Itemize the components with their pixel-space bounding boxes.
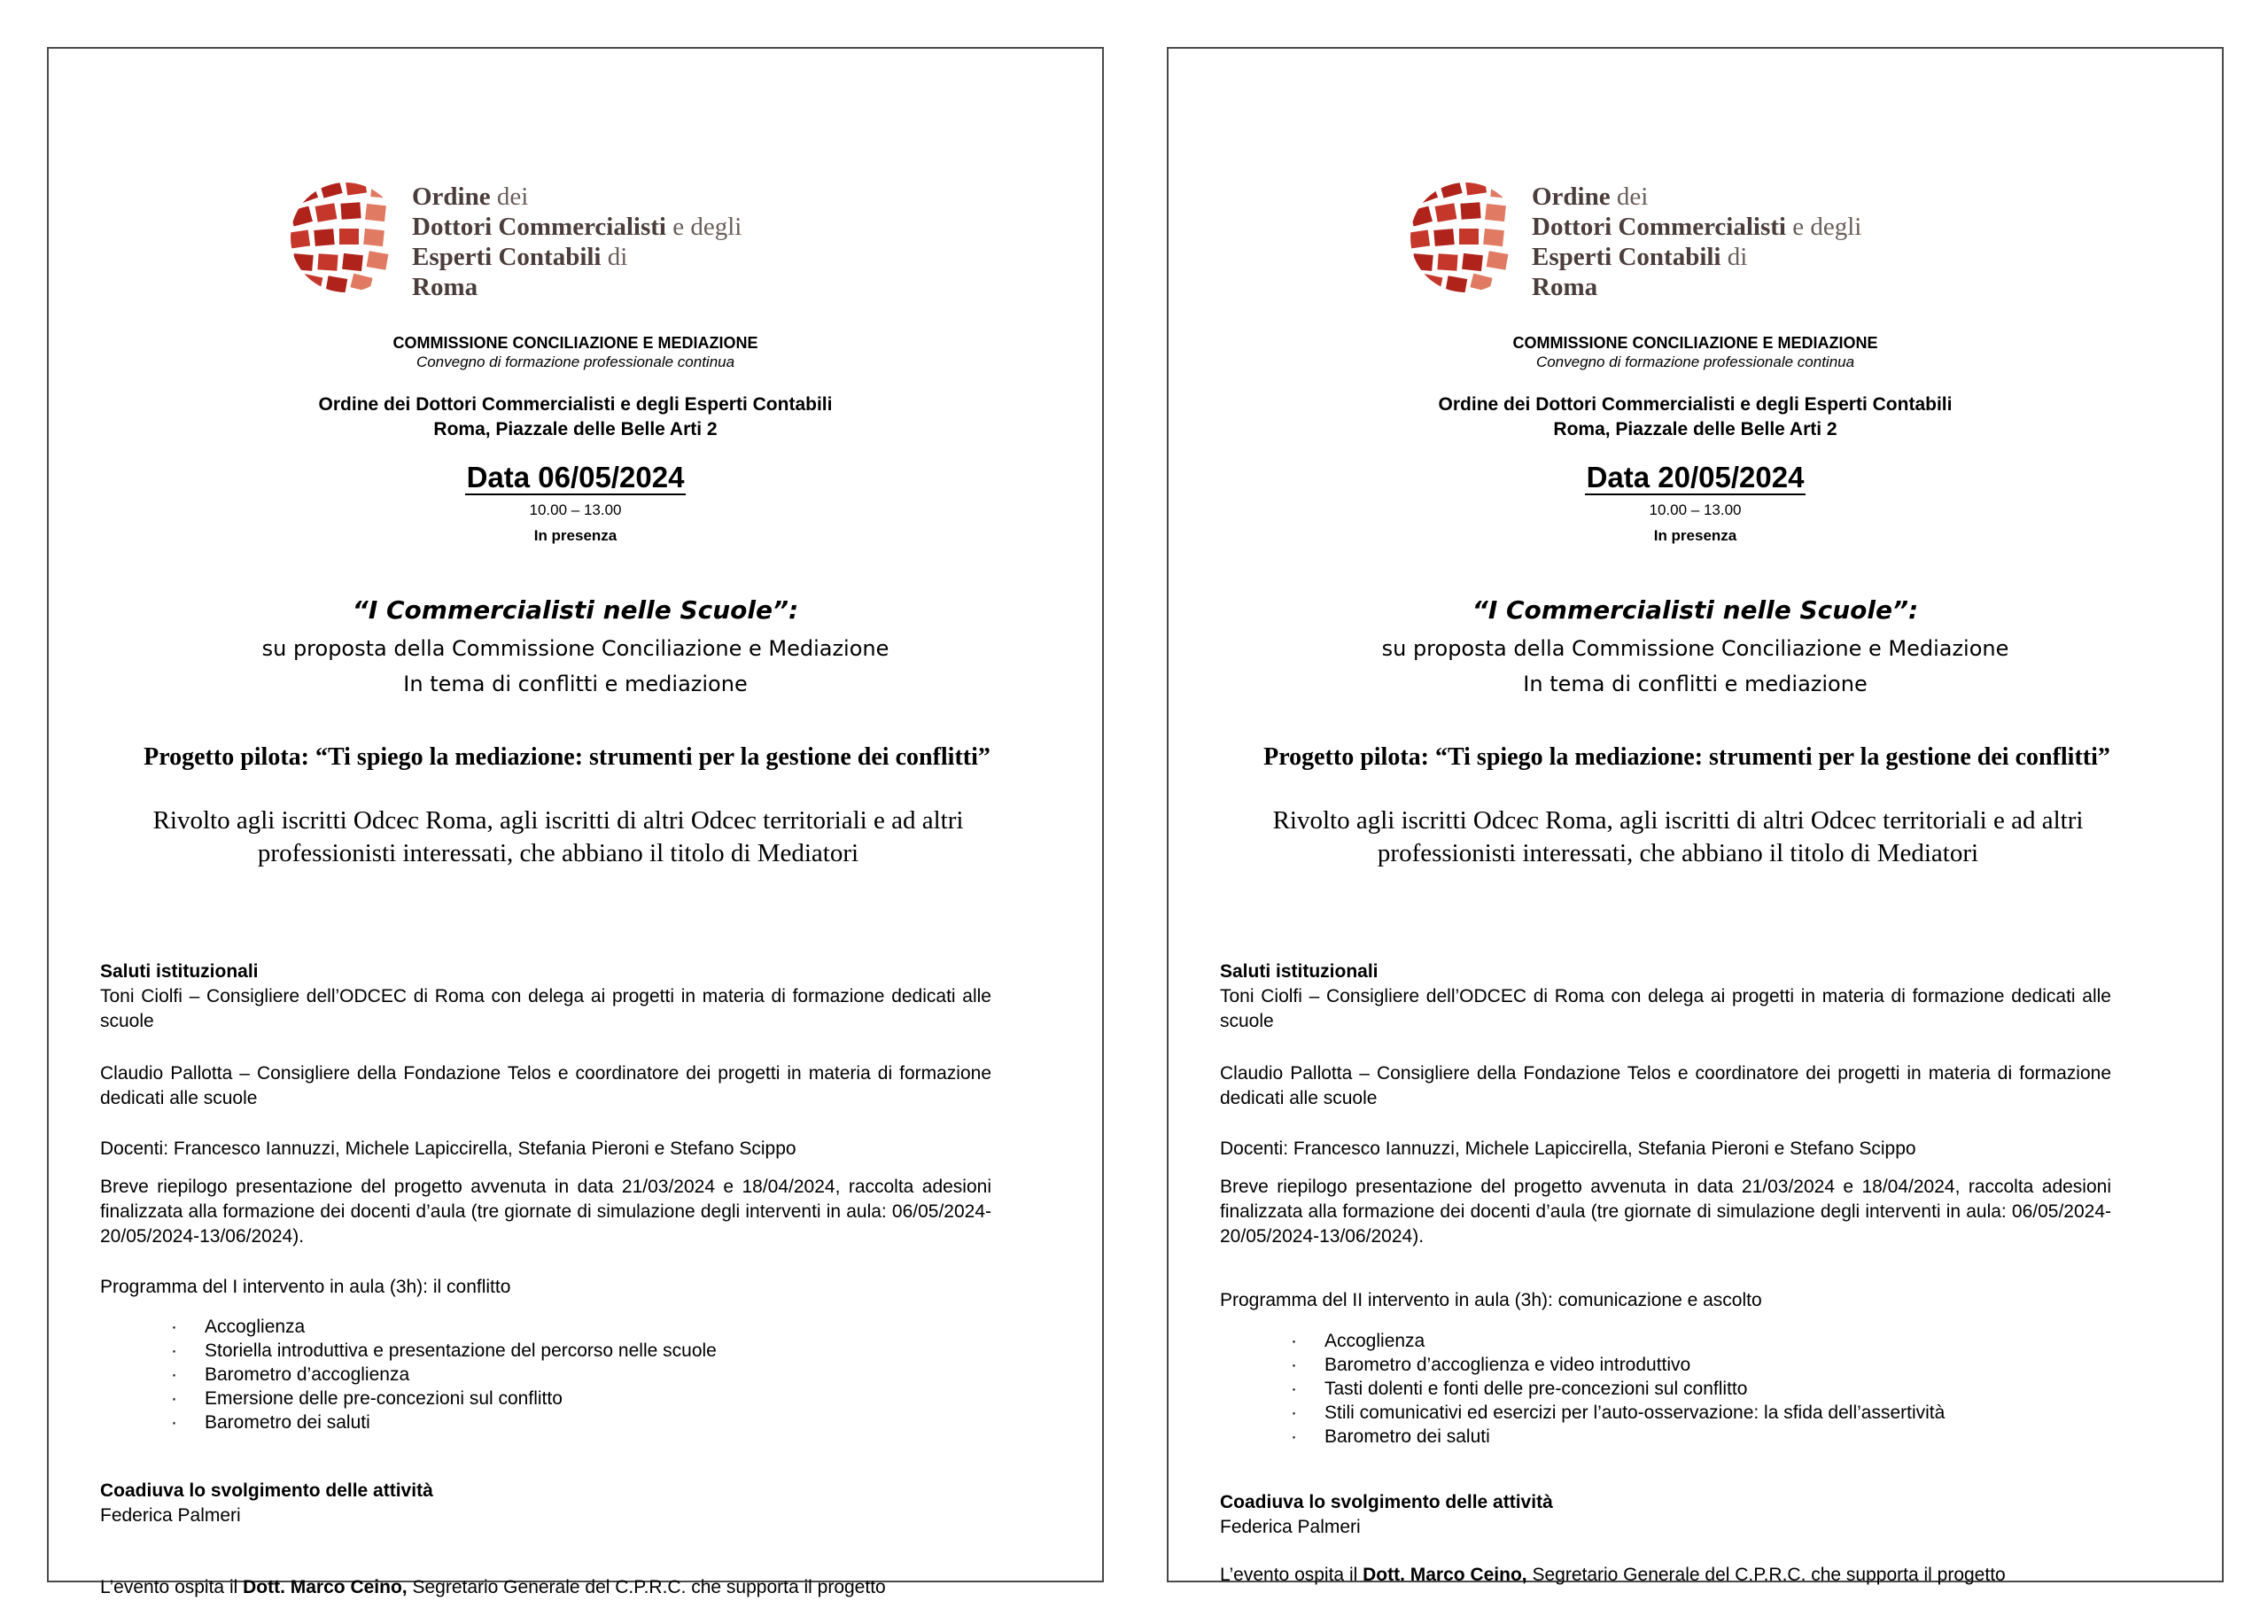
list-item: · Stili comunicativi ed esercizi per l’auto-osservazione: la sfida dell’assertività [1220, 1401, 2111, 1425]
commission-heading: COMMISSIONE CONCILIAZIONE E MEDIAZIONE [1512, 334, 1878, 352]
event-mode: In presenza [1653, 527, 1737, 544]
event-title: “I Commercialisti nelle Scuole”: [1472, 595, 1919, 625]
saluti-speaker-2: Claudio Pallotta – Consigliere della Fondazione Telos e coordinatore dei progetti in materia di formazione dedicati alle scuole [100, 1063, 991, 1108]
list-item: · Barometro d’accoglienza [100, 1363, 991, 1387]
event-subtitle-1: su proposta della Commissione Conciliazione e Mediazione [1381, 636, 2009, 661]
pilot-project-title: Progetto pilota: “Ti spiego la mediazione: strumenti per la gestione dei conflitti” [144, 743, 990, 771]
programma-list [1220, 1329, 2111, 1449]
document-page-2 [1167, 47, 2224, 1585]
commission-heading: COMMISSIONE CONCILIAZIONE E MEDIAZIONE [392, 334, 758, 352]
event-subtitle-2: In tema di conflitti e mediazione [1523, 672, 1868, 696]
saluti-speaker-1: Toni Ciolfi – Consigliere dell’ODCEC di Roma con delega ai progetti in materia di formazione dedicati alle scuole [100, 986, 991, 1031]
organization-name: Ordine dei Dottori Commercialisti e degli Esperti Contabili [318, 394, 833, 415]
organization-name: Ordine dei Dottori Commercialisti e degli Esperti Contabili [1438, 394, 1953, 415]
event-subtitle-1: su proposta della Commissione Conciliazione e Mediazione [261, 636, 889, 661]
list-item: · Barometro d’accoglienza e video introduttivo [1220, 1353, 2111, 1377]
organization-address: Roma, Piazzale delle Belle Arti 2 [433, 419, 718, 439]
globe-logo-icon [1408, 180, 1523, 295]
list-item: · Accoglienza [100, 1315, 991, 1339]
saluti-speaker-2: Claudio Pallotta – Consigliere della Fondazione Telos e coordinatore dei progetti in materia di formazione dedicati alle scuole [1220, 1063, 2111, 1108]
globe-logo-icon [288, 180, 403, 295]
evento-paragraph: L’evento ospita il Dott. Marco Ceino, Segretario Generale del C.P.R.C. che supporta il progetto [1220, 1565, 2006, 1585]
docenti-line: Docenti: Francesco Iannuzzi, Michele Lapiccirella, Stefania Pieroni e Stefano Scippo [100, 1138, 796, 1159]
coadiuva-heading: Coadiuva lo svolgimento delle attività [1220, 1492, 1553, 1512]
event-date: Data 20/05/2024 [1586, 461, 1805, 493]
programma-list [100, 1315, 991, 1434]
list-item: · Storiella introduttiva e presentazione del percorso nelle scuole [100, 1339, 991, 1363]
list-item: · Barometro dei saluti [1220, 1425, 2111, 1449]
programma-heading: Programma del I intervento in aula (3h): il conflitto [100, 1277, 511, 1297]
list-item: · Tasti dolenti e fonti delle pre-concezioni sul conflitto [1220, 1377, 2111, 1401]
audience-description: Rivolto agli iscritti Odcec Roma, agli iscritti di altri Odcec territoriali e ad altri professionisti interessati, che abbiano il titolo di Mediatori [152, 806, 964, 867]
odcec-logo [1408, 180, 1939, 348]
event-title: “I Commercialisti nelle Scuole”: [352, 595, 799, 625]
document-page-1 [47, 47, 1104, 1597]
riepilogo-paragraph: Breve riepilogo presentazione del progetto avvenuta in data 21/03/2024 e 18/04/2024, raccolta adesioni finalizzata alla formazione dei docenti d’aula (tre giornate di simulazione degli interventi in aula: 06/05/2024-20/05/2024-13/06/2024). [100, 1177, 991, 1247]
list-item: · Barometro dei saluti [100, 1410, 991, 1434]
list-item: · Accoglienza [1220, 1329, 2111, 1353]
coadiuva-name: Federica Palmeri [100, 1505, 241, 1526]
convegno-subheading: Convegno di formazione professionale continua [416, 354, 735, 370]
saluti-speaker-1: Toni Ciolfi – Consigliere dell’ODCEC di Roma con delega ai progetti in materia di formazione dedicati alle scuole [1220, 986, 2111, 1031]
event-time: 10.00 – 13.00 [529, 501, 622, 518]
logo-wordmark: Ordine dei Dottori Commercialisti e degli Esperti Contabili di Roma [1532, 183, 1862, 301]
coadiuva-name: Federica Palmeri [1220, 1517, 1361, 1537]
evento-paragraph: L’evento ospita il Dott. Marco Ceino, Segretario Generale del C.P.R.C. che supporta il progetto [100, 1577, 886, 1597]
organization-address: Roma, Piazzale delle Belle Arti 2 [1553, 419, 1837, 439]
event-mode: In presenza [533, 527, 617, 544]
logo-wordmark: Ordine dei Dottori Commercialisti e degli Esperti Contabili di Roma [412, 183, 742, 301]
event-subtitle-2: In tema di conflitti e mediazione [403, 672, 748, 696]
saluti-heading: Saluti istituzionali [1220, 961, 1379, 982]
docenti-line: Docenti: Francesco Iannuzzi, Michele Lapiccirella, Stefania Pieroni e Stefano Scippo [1220, 1138, 1916, 1159]
audience-description: Rivolto agli iscritti Odcec Roma, agli iscritti di altri Odcec territoriali e ad altri professionisti interessati, che abbiano il titolo di Mediatori [1272, 806, 2084, 867]
riepilogo-paragraph: Breve riepilogo presentazione del progetto avvenuta in data 21/03/2024 e 18/04/2024, raccolta adesioni finalizzata alla formazione dei docenti d’aula (tre giornate di simulazione degli interventi in aula: 06/05/2024-20/05/2024-13/06/2024). [1220, 1177, 2111, 1247]
event-time: 10.00 – 13.00 [1649, 501, 1742, 518]
coadiuva-heading: Coadiuva lo svolgimento delle attività [100, 1480, 433, 1501]
list-item: · Emersione delle pre-concezioni sul conflitto [100, 1387, 991, 1410]
convegno-subheading: Convegno di formazione professionale continua [1535, 354, 1855, 370]
saluti-heading: Saluti istituzionali [100, 961, 259, 982]
pilot-project-title: Progetto pilota: “Ti spiego la mediazione: strumenti per la gestione dei conflitti” [1263, 743, 2110, 771]
event-date: Data 06/05/2024 [466, 461, 685, 493]
odcec-logo [288, 180, 819, 348]
programma-heading: Programma del II intervento in aula (3h): comunicazione e ascolto [1220, 1290, 1762, 1310]
